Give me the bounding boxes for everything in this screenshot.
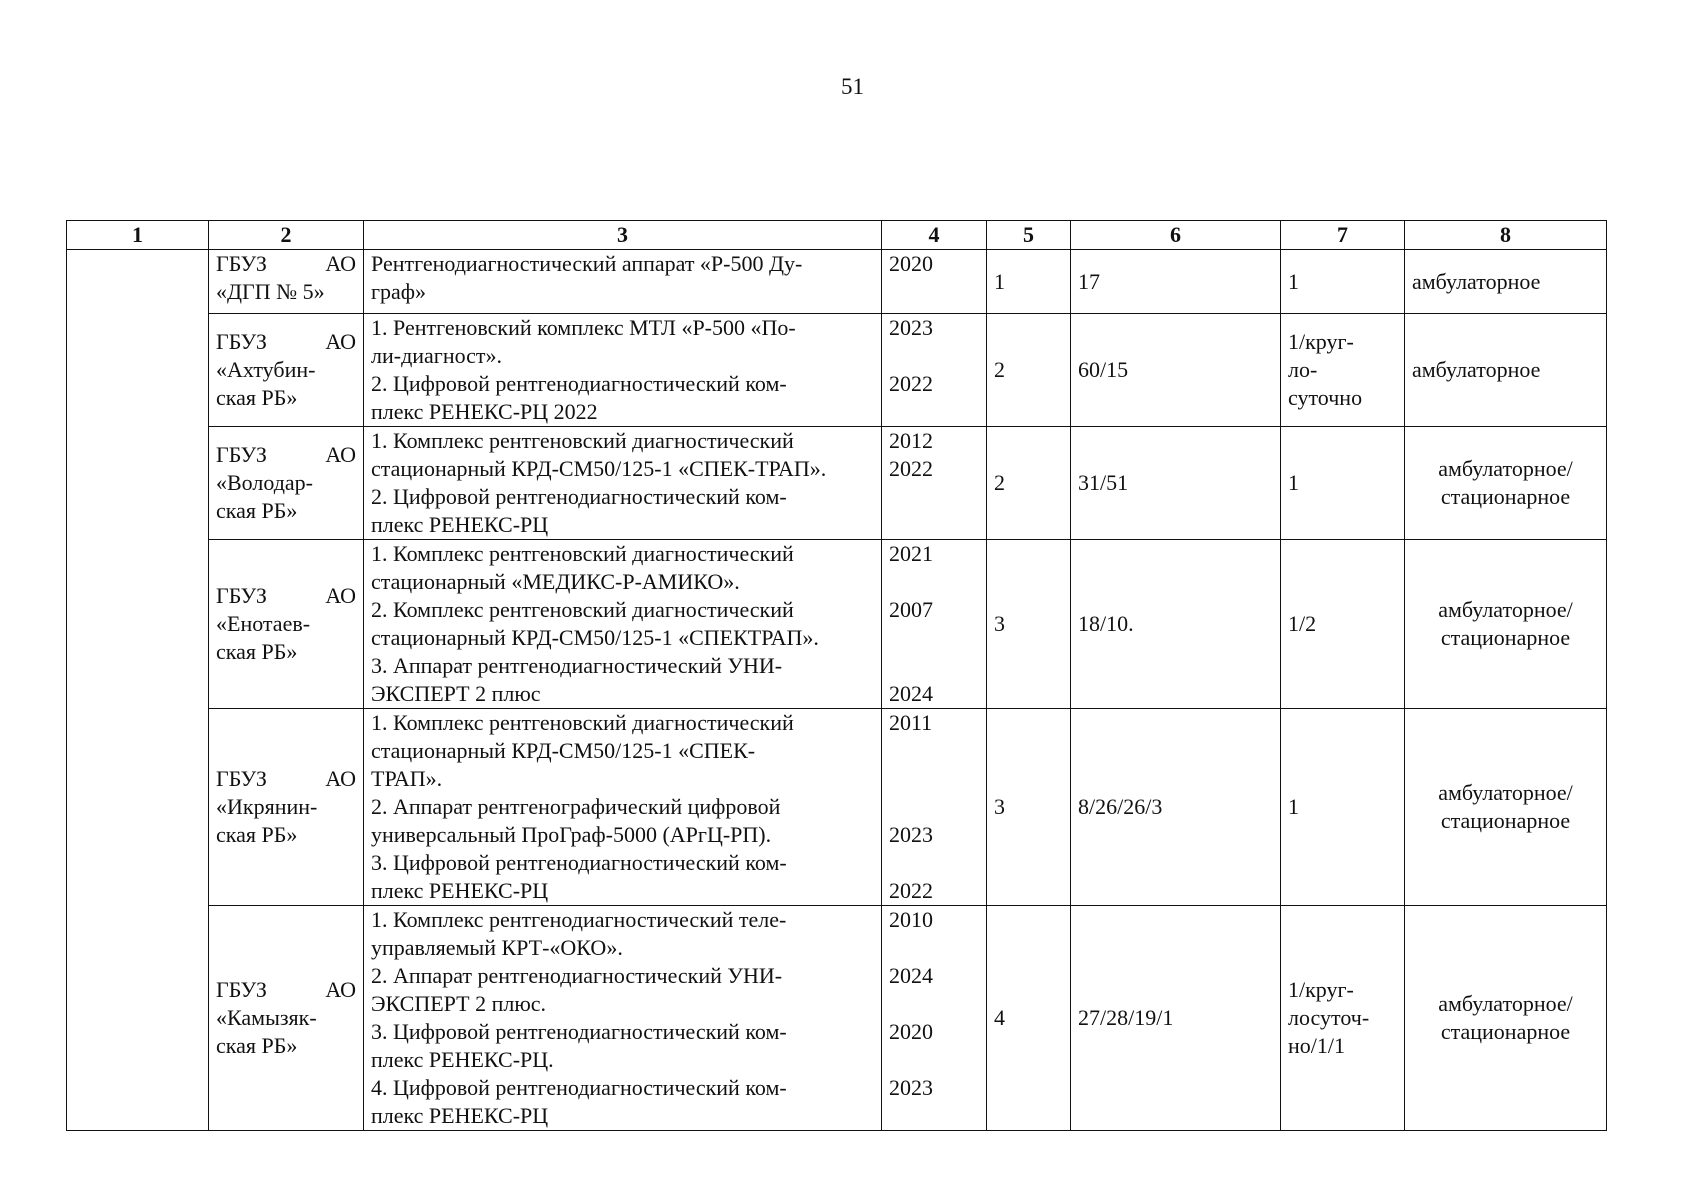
equipment-line: 1. Комплекс рентгеновский диагностический (371, 710, 794, 735)
equipment-line: универсальный ПроГраф-5000 (АРгЦ-РП). (371, 822, 772, 847)
mode-cell (1405, 709, 1607, 906)
table-row (67, 709, 1607, 906)
org-type: ГБУЗ (216, 442, 267, 467)
mode-line: амбулаторное/ (1438, 456, 1573, 481)
count-cell: 3 (987, 540, 1071, 709)
shift-line: ло- (1288, 357, 1318, 382)
equipment-line: стационарный КРД-СМ50/125-1 «СПЕК- (371, 738, 756, 763)
equipment-line: 1. Комплекс рентгеновский диагностический (371, 428, 794, 453)
equipment-line: 2. Аппарат рентгенографический цифровой (371, 794, 781, 819)
mode-line: стационарное (1440, 808, 1571, 833)
mode-cell (1405, 540, 1607, 709)
org-name-line: ская РБ» (216, 1033, 298, 1058)
col-header-6: 6 (1071, 221, 1281, 250)
year-cell (882, 540, 987, 709)
mode-line: амбулаторное (1412, 268, 1541, 294)
shift-line: 1/2 (1288, 611, 1317, 636)
load-cell: 17 (1071, 250, 1281, 314)
header-row (67, 221, 1607, 250)
table-row (67, 250, 1607, 314)
shift-line: 1 (1288, 470, 1299, 495)
equipment-line: стационарный КРД-СМ50/125-1 «СПЕКТРАП». (371, 625, 819, 650)
equipment-line: ли-диагност». (371, 343, 503, 368)
shift-line: но/1/1 (1288, 1033, 1345, 1058)
equipment-line: плекс РЕНЕКС-РЦ (371, 512, 549, 537)
equipment-line: 1. Комплекс рентгенодиагностический теле- (371, 907, 787, 932)
equipment-line: 2. Цифровой рентгенодиагностический ком- (371, 371, 787, 396)
year-cell (882, 250, 987, 314)
equipment-line: плекс РЕНЕКС-РЦ 2022 (371, 399, 598, 424)
org-name-line: «Енотаев- (216, 611, 311, 636)
equipment-cell (364, 314, 882, 427)
org-type: ГБУЗ (216, 766, 267, 791)
year-line: 2022 (889, 456, 933, 481)
year-line: 2011 (889, 710, 933, 735)
org-name-line: ская РБ» (216, 385, 298, 410)
shift-cell (1281, 709, 1405, 906)
equipment-cell (364, 906, 882, 1131)
year-line: 2022 (889, 878, 933, 903)
org-name-line: ская РБ» (216, 639, 298, 664)
shift-cell (1281, 906, 1405, 1131)
equipment-line: 3. Аппарат рентгенодиагностический УНИ- (371, 653, 783, 678)
org-type: ГБУЗ (216, 329, 267, 354)
year-cell (882, 709, 987, 906)
mode-line: амбулаторное/ (1438, 780, 1573, 805)
mode-line: стационарное (1440, 484, 1571, 509)
col-header-2: 2 (209, 221, 364, 250)
equipment-cell (364, 250, 882, 314)
table-row (67, 540, 1607, 709)
year-line: 2020 (889, 251, 933, 276)
shift-cell (1281, 314, 1405, 427)
equipment-table (66, 220, 1607, 1131)
equipment-line: управляемый КРТ-«ОКО». (371, 935, 623, 960)
org-name-line: «Володар- (216, 470, 314, 495)
mode-line: амбулаторное/ (1438, 991, 1573, 1016)
equipment-line: стационарный «МЕДИКС-Р-АМИКО». (371, 569, 740, 594)
org-cell (209, 250, 364, 314)
equipment-line: плекс РЕНЕКС-РЦ (371, 878, 549, 903)
equipment-line: 2. Комплекс рентгеновский диагностический (371, 597, 794, 622)
org-cell (209, 906, 364, 1131)
org-cell (209, 709, 364, 906)
mode-line: стационарное (1440, 625, 1571, 650)
equipment-line: стационарный КРД-СМ50/125-1 «СПЕК-ТРАП». (371, 456, 827, 481)
equipment-line: 2. Аппарат рентгенодиагностический УНИ- (371, 963, 783, 988)
org-cell (209, 427, 364, 540)
equipment-cell (364, 540, 882, 709)
year-line: 2010 (889, 907, 933, 932)
org-region: АО (325, 766, 356, 791)
year-line: 2020 (889, 1019, 933, 1044)
equipment-line: ЭКСПЕРТ 2 плюс (371, 681, 541, 706)
table-row (67, 906, 1607, 1131)
load-cell: 27/28/19/1 (1071, 906, 1281, 1131)
load-cell: 18/10. (1071, 540, 1281, 709)
org-region: АО (325, 977, 356, 1002)
year-line: 2021 (889, 541, 933, 566)
org-type: ГБУЗ (216, 977, 267, 1002)
org-name-line: «Камызяк- (216, 1005, 317, 1030)
shift-line: 1/круг- (1288, 977, 1354, 1002)
page-number: 51 (841, 74, 864, 99)
year-line: 2022 (889, 371, 933, 396)
equipment-cell (364, 427, 882, 540)
load-cell: 31/51 (1071, 427, 1281, 540)
org-name-line: ская РБ» (216, 498, 298, 523)
col-header-5: 5 (987, 221, 1071, 250)
year-line: 2024 (889, 681, 933, 706)
mode-cell (1405, 314, 1607, 427)
equipment-line: плекс РЕНЕКС-РЦ (371, 1103, 549, 1128)
mode-cell (1405, 427, 1607, 540)
mode-cell (1405, 906, 1607, 1131)
shift-line: 1/круг- (1288, 329, 1354, 354)
shift-cell (1281, 250, 1405, 314)
equipment-cell (364, 709, 882, 906)
table-row (67, 427, 1607, 540)
org-region: АО (325, 251, 356, 276)
equipment-line: Рентгенодиагностический аппарат «Р-500 Ду- (371, 251, 803, 276)
shift-cell (1281, 540, 1405, 709)
shift-cell (1281, 427, 1405, 540)
equipment-line: 3. Цифровой рентгенодиагностический ком- (371, 1019, 787, 1044)
year-cell (882, 906, 987, 1131)
count-cell: 3 (987, 709, 1071, 906)
year-cell (882, 427, 987, 540)
count-cell: 1 (987, 250, 1071, 314)
row-number-cell (67, 250, 209, 1131)
org-name-line: «Икрянин- (216, 794, 318, 819)
load-cell: 60/15 (1071, 314, 1281, 427)
equipment-line: ЭКСПЕРТ 2 плюс. (371, 991, 547, 1016)
org-name-line: ская РБ» (216, 822, 298, 847)
table-row (67, 314, 1607, 427)
equipment-line: 1. Рентгеновский комплекс МТЛ «Р-500 «По- (371, 315, 796, 340)
org-type: ГБУЗ (216, 251, 267, 276)
count-cell: 4 (987, 906, 1071, 1131)
shift-line: суточно (1288, 385, 1363, 410)
mode-cell (1405, 250, 1607, 314)
year-line: 2023 (889, 822, 933, 847)
col-header-1: 1 (67, 221, 209, 250)
year-line: 2024 (889, 963, 933, 988)
col-header-8: 8 (1405, 221, 1607, 250)
equipment-line: 2. Цифровой рентгенодиагностический ком- (371, 484, 787, 509)
year-line: 2023 (889, 1075, 933, 1100)
org-type: ГБУЗ (216, 583, 267, 608)
equipment-line: 4. Цифровой рентгенодиагностический ком- (371, 1075, 787, 1100)
shift-line: 1 (1288, 794, 1299, 819)
count-cell: 2 (987, 314, 1071, 427)
mode-line: амбулаторное/ (1438, 597, 1573, 622)
shift-line: лосуточ- (1288, 1005, 1370, 1030)
load-cell: 8/26/26/3 (1071, 709, 1281, 906)
equipment-line: 3. Цифровой рентгенодиагностический ком- (371, 850, 787, 875)
equipment-line: ТРАП». (371, 766, 443, 791)
year-cell (882, 314, 987, 427)
year-line: 2023 (889, 315, 933, 340)
equipment-line: граф» (371, 279, 427, 304)
org-region: АО (325, 442, 356, 467)
org-region: АО (325, 583, 356, 608)
col-header-3: 3 (364, 221, 882, 250)
shift-line: 1 (1288, 268, 1299, 294)
org-name-line: «Ахтубин- (216, 357, 316, 382)
org-cell (209, 314, 364, 427)
col-header-7: 7 (1281, 221, 1405, 250)
equipment-line: плекс РЕНЕКС-РЦ. (371, 1047, 554, 1072)
org-name-line: «ДГП № 5» (216, 279, 325, 304)
mode-line: стационарное (1440, 1019, 1571, 1044)
year-line: 2007 (889, 597, 933, 622)
org-region: АО (325, 329, 356, 354)
year-line: 2012 (889, 428, 933, 453)
equipment-line: 1. Комплекс рентгеновский диагностический (371, 541, 794, 566)
org-cell (209, 540, 364, 709)
col-header-4: 4 (882, 221, 987, 250)
mode-line: амбулаторное (1412, 357, 1541, 382)
count-cell: 2 (987, 427, 1071, 540)
